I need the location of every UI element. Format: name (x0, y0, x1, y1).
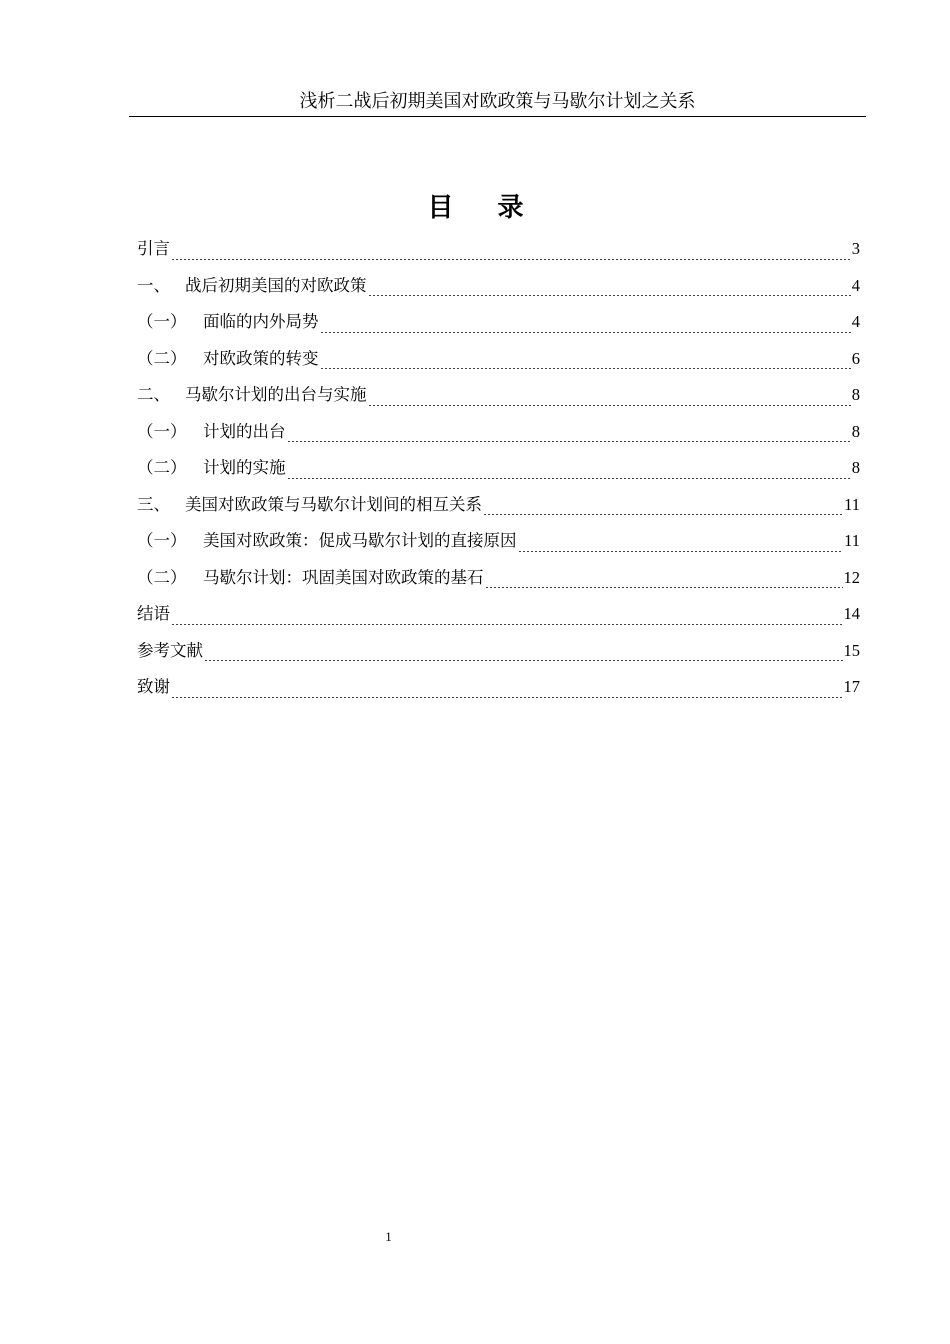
page-header (129, 90, 866, 117)
toc-entry[interactable] (137, 271, 860, 308)
toc-entry-number: （一） (137, 312, 187, 331)
toc-entry[interactable] (137, 490, 860, 527)
toc-entry-number: （一） (137, 531, 187, 550)
toc-entry[interactable] (137, 344, 860, 381)
dot-leader (171, 624, 843, 625)
toc-entry[interactable] (137, 636, 860, 673)
toc-entry-page: 3 (851, 239, 860, 258)
dot-leader (171, 259, 851, 260)
toc-entry-number: 一、 (137, 275, 170, 295)
toc-entry-label: 致谢 (137, 677, 170, 696)
toc-title: 目录 (427, 193, 568, 223)
toc-entry-label: 马歇尔计划的出台与实施 (185, 385, 367, 404)
toc-entry-label: 引言 (137, 239, 170, 258)
toc-entry-page: 8 (851, 458, 860, 477)
dot-leader (320, 368, 851, 369)
dot-leader (483, 514, 843, 515)
toc-entry-page: 8 (851, 385, 860, 404)
page-number: 1 (385, 1229, 392, 1244)
toc-entry-label: 美国对欧政策：促成马歇尔计划的直接原因 (203, 531, 517, 550)
dot-leader (485, 587, 843, 588)
table-of-contents (137, 234, 860, 709)
toc-entry-page: 4 (851, 275, 860, 295)
toc-entry-label: 战后初期美国的对欧政策 (185, 275, 367, 295)
dot-leader (320, 332, 851, 333)
header-title: 浅析二战后初期美国对欧政策与马歇尔计划之关系 (299, 91, 696, 112)
page-footer (0, 1228, 777, 1246)
dot-leader (287, 478, 851, 479)
toc-entry[interactable] (137, 417, 860, 454)
dot-leader (368, 405, 851, 406)
toc-entry-number: （二） (137, 348, 187, 368)
dot-leader (518, 551, 844, 552)
toc-entry-label: 美国对欧政策与马歇尔计划间的相互关系 (185, 494, 482, 514)
toc-entry-label: 计划的出台 (203, 421, 286, 441)
dot-leader (287, 441, 851, 442)
toc-entry-page: 12 (843, 567, 860, 587)
toc-entry[interactable] (137, 380, 860, 417)
dot-leader (204, 660, 843, 661)
toc-entry-page: 11 (844, 531, 860, 550)
toc-entry-page: 11 (844, 494, 860, 514)
toc-entry-number: （二） (137, 567, 187, 587)
toc-entry-label: 结语 (137, 604, 170, 623)
toc-entry-number: （二） (137, 458, 187, 477)
toc-entry[interactable] (137, 453, 860, 490)
toc-entry-number: 三、 (137, 494, 170, 514)
toc-entry-page: 14 (843, 604, 860, 623)
toc-entry-page: 4 (851, 312, 860, 331)
toc-entry-label: 参考文献 (137, 640, 203, 660)
toc-entry[interactable] (137, 563, 860, 600)
toc-entry-number: （一） (137, 421, 187, 441)
dot-leader (368, 295, 851, 296)
toc-entry-label: 对欧政策的转变 (203, 348, 319, 368)
toc-entry-page: 15 (843, 640, 860, 660)
toc-entry[interactable] (137, 599, 860, 636)
toc-entry[interactable] (137, 672, 860, 709)
toc-entry-page: 6 (851, 348, 860, 368)
toc-entry-page: 17 (843, 677, 860, 696)
toc-entry-page: 8 (851, 421, 860, 441)
toc-entry[interactable] (137, 234, 860, 271)
toc-entry-label: 面临的内外局势 (203, 312, 319, 331)
toc-entry[interactable] (137, 307, 860, 344)
toc-entry-number: 二、 (137, 385, 170, 404)
dot-leader (171, 697, 843, 698)
toc-entry-label: 计划的实施 (203, 458, 286, 477)
toc-entry-label: 马歇尔计划：巩固美国对欧政策的基石 (203, 567, 484, 587)
toc-entry[interactable] (137, 526, 860, 563)
